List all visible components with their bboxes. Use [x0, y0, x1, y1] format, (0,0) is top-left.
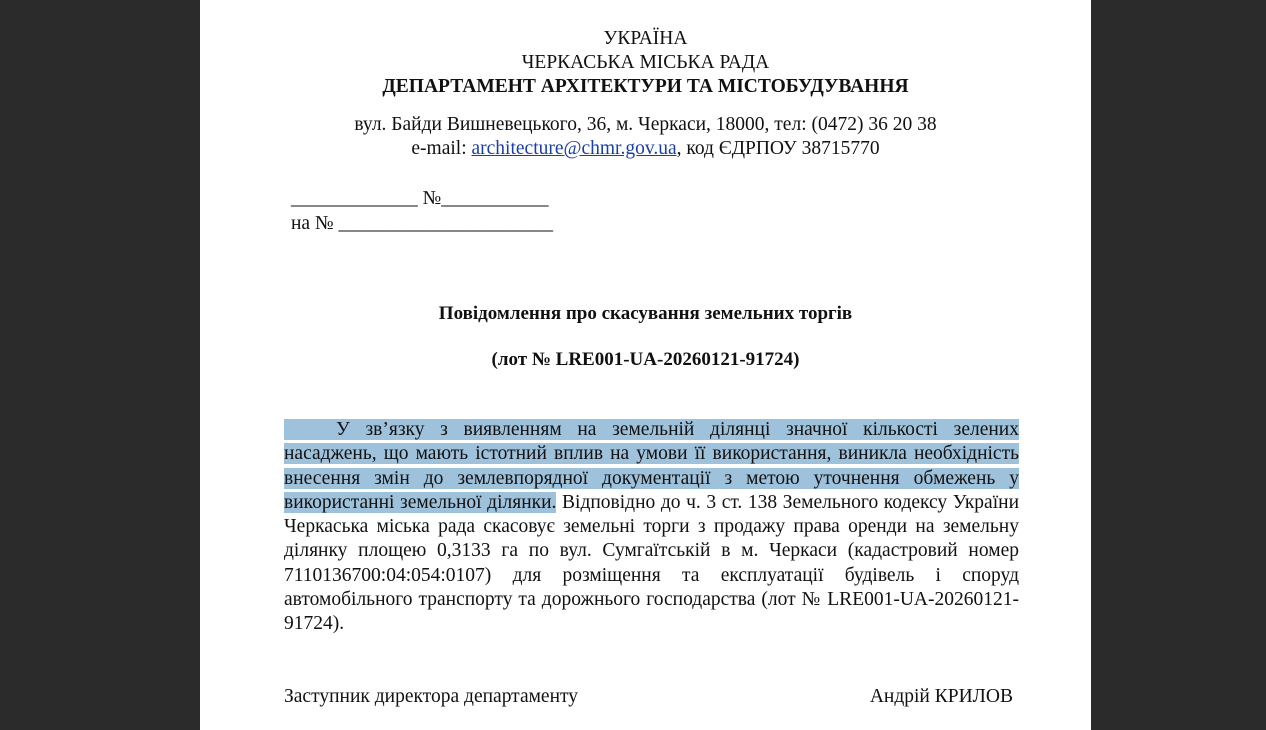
notice-title: Повідомлення про скасування земельних торгів [438, 303, 853, 324]
header-council: ЧЕРКАСЬКА МІСЬКА РАДА [521, 52, 770, 73]
registration-reference-line: на № ______________________ [291, 213, 553, 234]
notice-lot: (лот № LRE001-UA-20260121-91724) [491, 349, 800, 370]
notice-body[interactable] [284, 418, 1019, 637]
header-department: ДЕПАРТАМЕНТ АРХІТЕКТУРИ ТА МІСТОБУДУВАННЯ [382, 76, 909, 97]
document-page [200, 0, 1091, 730]
email-link[interactable]: architecture@chmr.gov.ua [471, 138, 677, 159]
signatory-name: Андрій КРИЛОВ [869, 686, 1013, 707]
signatory-position: Заступник директора департаменту [284, 686, 579, 707]
selected-text[interactable]: У зв’язку з виявленням на земельній ділянці значної кількості зелених насаджень, що мають істотний вплив на умови її використання, виникла необхідність внесення змін до землевпорядної документації з метою уточнення обмежень у використанні земельної ділянки. [284, 419, 1019, 513]
header-address: вул. Байди Вишневецького, 36, м. Черкаси, 18000, тел: (0472) 36 20 38 [354, 114, 937, 135]
header-country: УКРАЇНА [603, 28, 688, 49]
header-contacts [200, 137, 1091, 160]
email-label: e-mail: [411, 138, 472, 159]
edrpou-code: , код ЄДРПОУ 38715770 [676, 138, 880, 159]
registration-number-line: _____________ №___________ [291, 188, 549, 209]
body-text-rest: Відповідно до ч. 3 ст. 138 Земельного кодексу України Черкаська міська рада скасовує земельні торги з продажу права оренди на земельну ділянку площею 0,3133 га по вул. Сумгаїтській в м. Черкаси (кадастровий номер 7110136700:04:054:0107) для розміщення та експлуатації будівель і споруд автомобільного транспорту та дорожнього господарства (лот № LRE001-UA-20260121-91724). [284, 491, 1020, 635]
